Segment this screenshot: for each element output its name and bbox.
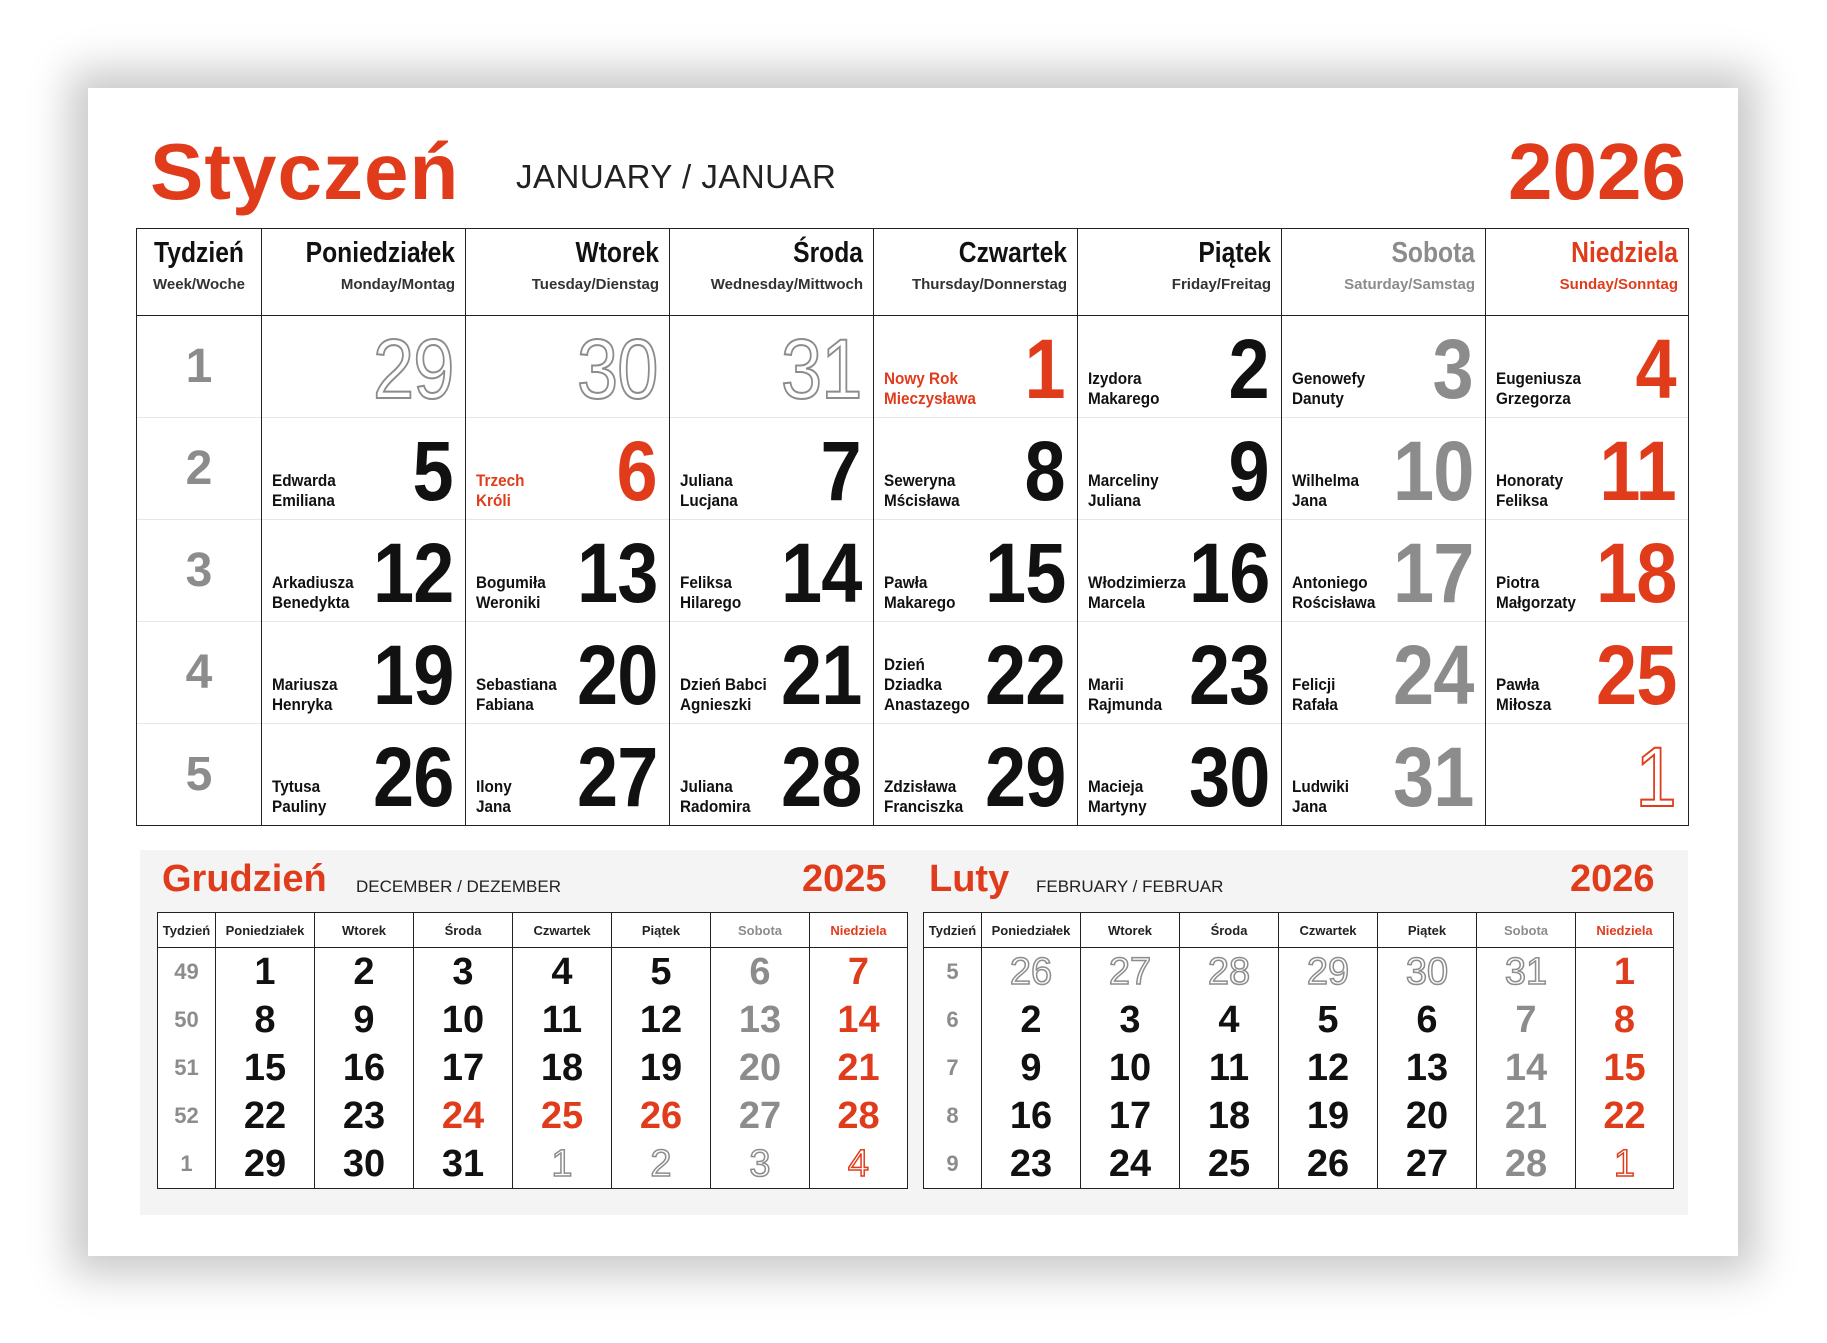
mini-day-number[interactable]: 9 xyxy=(315,996,414,1044)
day-header xyxy=(670,229,874,316)
day-header xyxy=(874,229,1078,316)
name-day-text: Antoniego Rościsława xyxy=(1292,573,1376,612)
mini-day-number[interactable]: 26 xyxy=(612,1092,711,1140)
day-number: 16 xyxy=(1188,526,1269,620)
name-day-text: Eugeniusza Grzegorza xyxy=(1496,369,1582,408)
mini-week-row xyxy=(924,996,1674,1044)
mini-week-row xyxy=(158,996,908,1044)
mini-day-number[interactable]: 18 xyxy=(513,1044,612,1092)
mini-day-number[interactable]: 27 xyxy=(711,1092,810,1140)
mini-day-number[interactable]: 1 xyxy=(1576,1140,1674,1189)
next-month-title: Luty xyxy=(929,858,1010,900)
mini-day-header: Czwartek xyxy=(1279,913,1378,948)
prev-month-subtitle: DECEMBER / DEZEMBER xyxy=(356,877,561,896)
day-header-name: Wtorek xyxy=(575,237,659,269)
mini-day-number[interactable]: 17 xyxy=(414,1044,513,1092)
year-title: 2026 xyxy=(1508,127,1686,216)
mini-day-number[interactable]: 31 xyxy=(1477,948,1576,997)
day-cell[interactable] xyxy=(1282,418,1486,520)
month-title: Styczeń xyxy=(150,127,460,216)
day-number: 11 xyxy=(1599,424,1676,518)
day-number: 22 xyxy=(984,628,1065,722)
day-cell[interactable] xyxy=(874,316,1078,418)
mini-day-number[interactable]: 6 xyxy=(711,948,810,997)
day-number: 29 xyxy=(372,322,453,416)
mini-day-number[interactable]: 31 xyxy=(414,1140,513,1189)
mini-day-number[interactable]: 18 xyxy=(1180,1092,1279,1140)
name-day-text: Arkadiusza Benedykta xyxy=(272,573,354,612)
day-number: 13 xyxy=(576,526,657,620)
prev-month-grid xyxy=(157,912,908,1189)
day-cell[interactable] xyxy=(262,724,466,826)
day-cell[interactable] xyxy=(670,622,874,724)
day-cell[interactable] xyxy=(262,622,466,724)
day-header xyxy=(466,229,670,316)
name-day-text: Ludwiki Jana xyxy=(1292,777,1349,816)
day-header-name: Piątek xyxy=(1198,237,1271,269)
mini-day-header: Sobota xyxy=(711,913,810,948)
mini-day-number[interactable]: 15 xyxy=(216,1044,315,1092)
day-number: 18 xyxy=(1595,526,1676,620)
name-day-text: Juliana Lucjana xyxy=(680,471,738,510)
mini-week-number: 1 xyxy=(158,1140,216,1189)
day-header-name: Niedziela xyxy=(1571,237,1678,269)
day-number: 1 xyxy=(1024,322,1065,416)
mini-day-header: Tydzień xyxy=(158,913,216,948)
week-row xyxy=(137,724,1689,826)
name-day-text: Zdzisława Franciszka xyxy=(884,777,964,816)
mini-week-number: 8 xyxy=(924,1092,982,1140)
mini-day-number[interactable]: 26 xyxy=(1279,1140,1378,1189)
day-cell[interactable] xyxy=(1282,724,1486,826)
prev-month-title: Grudzień xyxy=(162,858,327,900)
mini-day-number[interactable]: 3 xyxy=(414,948,513,997)
name-day-text: Marii Rajmunda xyxy=(1088,675,1162,714)
name-day-text: Pawła Miłosza xyxy=(1496,675,1552,714)
mini-day-number[interactable]: 3 xyxy=(711,1140,810,1189)
mini-day-number[interactable]: 3 xyxy=(1081,996,1180,1044)
day-cell[interactable] xyxy=(1282,316,1486,418)
day-cell[interactable] xyxy=(670,724,874,826)
mini-day-number[interactable]: 16 xyxy=(315,1044,414,1092)
mini-week-row xyxy=(158,1140,908,1189)
mini-day-number[interactable]: 12 xyxy=(1279,1044,1378,1092)
day-cell[interactable] xyxy=(1078,724,1282,826)
day-cell[interactable] xyxy=(466,316,670,418)
mini-day-number[interactable]: 4 xyxy=(513,948,612,997)
day-number: 14 xyxy=(780,526,861,620)
day-cell[interactable] xyxy=(1078,622,1282,724)
prev-month-year: 2025 xyxy=(802,858,887,900)
day-number: 12 xyxy=(372,526,453,620)
day-cell[interactable] xyxy=(1486,316,1689,418)
mini-day-number[interactable]: 29 xyxy=(1279,948,1378,997)
name-day-text: Edwarda Emiliana xyxy=(272,471,336,510)
day-number: 7 xyxy=(820,424,861,518)
day-number: 23 xyxy=(1188,628,1269,722)
mini-day-number[interactable]: 12 xyxy=(612,996,711,1044)
mini-day-number[interactable]: 8 xyxy=(216,996,315,1044)
day-number: 27 xyxy=(576,730,657,824)
mini-week-number: 9 xyxy=(924,1140,982,1189)
mini-calendars-panel xyxy=(140,850,1688,1215)
mini-week-number: 50 xyxy=(158,996,216,1044)
mini-day-number[interactable]: 10 xyxy=(1081,1044,1180,1092)
mini-day-number[interactable]: 27 xyxy=(1081,948,1180,997)
name-day-text: Felicji Rafała xyxy=(1292,675,1338,714)
week-row xyxy=(137,418,1689,520)
mini-day-number[interactable]: 1 xyxy=(216,948,315,997)
day-cell[interactable] xyxy=(874,724,1078,826)
day-number: 24 xyxy=(1392,628,1473,722)
mini-day-number[interactable]: 4 xyxy=(810,1140,908,1189)
week-number: 2 xyxy=(137,418,262,520)
day-cell[interactable] xyxy=(1486,724,1689,826)
mini-day-number[interactable]: 23 xyxy=(315,1092,414,1140)
mini-day-number[interactable]: 23 xyxy=(982,1140,1081,1189)
day-header xyxy=(137,229,262,316)
name-day-text: Juliana Radomira xyxy=(680,777,751,816)
name-day-text: Sebastiana Fabiana xyxy=(476,675,557,714)
day-header xyxy=(1486,229,1689,316)
day-number: 21 xyxy=(780,628,861,722)
name-day-text: Trzech Króli xyxy=(476,471,525,510)
mini-day-number[interactable]: 7 xyxy=(1477,996,1576,1044)
day-cell[interactable] xyxy=(1282,622,1486,724)
day-cell[interactable] xyxy=(466,724,670,826)
mini-week-row xyxy=(158,1092,908,1140)
mini-day-number[interactable]: 8 xyxy=(1576,996,1674,1044)
mini-day-header: Poniedziałek xyxy=(216,913,315,948)
mini-week-number: 5 xyxy=(924,948,982,997)
name-day-text: Marceliny Juliana xyxy=(1088,471,1159,510)
day-number: 3 xyxy=(1432,322,1473,416)
mini-day-number[interactable]: 6 xyxy=(1378,996,1477,1044)
mini-day-number[interactable]: 17 xyxy=(1081,1092,1180,1140)
mini-day-number[interactable]: 24 xyxy=(1081,1140,1180,1189)
mini-day-number[interactable]: 21 xyxy=(810,1044,908,1092)
mini-week-number: 52 xyxy=(158,1092,216,1140)
day-header-sub: Tuesday/Dienstag xyxy=(531,276,659,293)
mini-day-number[interactable]: 21 xyxy=(1477,1092,1576,1140)
name-day-text: Macieja Martyny xyxy=(1088,777,1147,816)
mini-day-header: Środa xyxy=(1180,913,1279,948)
week-row xyxy=(137,622,1689,724)
mini-week-row xyxy=(924,1044,1674,1092)
mini-day-number[interactable]: 27 xyxy=(1378,1140,1477,1189)
mini-day-header: Poniedziałek xyxy=(982,913,1081,948)
mini-day-header: Niedziela xyxy=(810,913,908,948)
mini-week-row xyxy=(924,1092,1674,1140)
mini-week-row xyxy=(158,1044,908,1092)
mini-day-number[interactable]: 2 xyxy=(315,948,414,997)
day-number: 31 xyxy=(1392,730,1473,824)
day-cell[interactable] xyxy=(1486,622,1689,724)
day-cell[interactable] xyxy=(1282,520,1486,622)
day-header-sub: Friday/Freitag xyxy=(1171,276,1271,293)
day-cell[interactable] xyxy=(874,622,1078,724)
name-day-text: Mariusza Henryka xyxy=(272,675,338,714)
day-header-sub: Wednesday/Mittwoch xyxy=(710,276,863,293)
mini-week-row xyxy=(924,1140,1674,1189)
day-cell[interactable] xyxy=(1486,520,1689,622)
mini-day-number[interactable]: 28 xyxy=(1180,948,1279,997)
mini-week-number: 49 xyxy=(158,948,216,997)
day-header-name: Poniedziałek xyxy=(305,237,455,269)
week-number: 3 xyxy=(137,520,262,622)
next-month-year: 2026 xyxy=(1570,858,1655,900)
day-header-sub: Thursday/Donnerstag xyxy=(911,276,1067,293)
day-number: 8 xyxy=(1024,424,1065,518)
day-cell[interactable] xyxy=(262,316,466,418)
mini-day-number[interactable]: 10 xyxy=(414,996,513,1044)
mini-day-header: Wtorek xyxy=(1081,913,1180,948)
day-number: 2 xyxy=(1228,322,1269,416)
mini-day-header: Tydzień xyxy=(924,913,982,948)
mini-day-number[interactable]: 20 xyxy=(1378,1092,1477,1140)
mini-week-number: 6 xyxy=(924,996,982,1044)
calendar-sheet xyxy=(88,88,1738,1256)
week-number: 4 xyxy=(137,622,262,724)
mini-day-number[interactable]: 19 xyxy=(1279,1092,1378,1140)
mini-day-number[interactable]: 14 xyxy=(810,996,908,1044)
mini-day-number[interactable]: 25 xyxy=(513,1092,612,1140)
mini-week-number: 51 xyxy=(158,1044,216,1092)
day-cell[interactable] xyxy=(874,520,1078,622)
day-number: 15 xyxy=(984,526,1065,620)
name-day-text: Dzień Babci Agnieszki xyxy=(680,675,767,714)
day-header-sub: Monday/Montag xyxy=(340,276,455,293)
month-subtitle: JANUARY / JANUAR xyxy=(516,158,837,195)
day-number: 26 xyxy=(372,730,453,824)
mini-day-number[interactable]: 15 xyxy=(1576,1044,1674,1092)
name-day-text: Piotra Małgorzaty xyxy=(1496,573,1576,612)
day-number: 30 xyxy=(1188,730,1269,824)
day-number: 4 xyxy=(1635,322,1676,416)
name-day-text: Nowy Rok Mieczysława xyxy=(884,369,976,408)
mini-day-number[interactable]: 25 xyxy=(1180,1140,1279,1189)
mini-day-number[interactable]: 30 xyxy=(315,1140,414,1189)
day-header xyxy=(1078,229,1282,316)
mini-day-number[interactable]: 11 xyxy=(513,996,612,1044)
day-number: 10 xyxy=(1392,424,1473,518)
name-day-text: Izydora Makarego xyxy=(1088,369,1160,408)
mini-week-row xyxy=(158,948,908,997)
mini-day-number[interactable]: 28 xyxy=(1477,1140,1576,1189)
name-day-text: Dzień Dziadka Anastazego xyxy=(884,655,970,714)
day-header-sub: Sunday/Sonntag xyxy=(1559,276,1678,293)
mini-day-header: Środa xyxy=(414,913,513,948)
name-day-text: Włodzimierza Marcela xyxy=(1088,573,1186,612)
name-day-text: Ilony Jana xyxy=(476,777,512,816)
main-month-grid xyxy=(136,228,1689,826)
mini-day-number[interactable]: 1 xyxy=(1576,948,1674,997)
day-cell[interactable] xyxy=(670,418,874,520)
day-number: 20 xyxy=(576,628,657,722)
day-header xyxy=(262,229,466,316)
day-cell[interactable] xyxy=(1486,418,1689,520)
mini-day-number[interactable]: 2 xyxy=(982,996,1081,1044)
mini-day-number[interactable]: 22 xyxy=(1576,1092,1674,1140)
mini-day-number[interactable]: 5 xyxy=(1279,996,1378,1044)
day-number: 19 xyxy=(372,628,453,722)
day-number: 5 xyxy=(412,424,453,518)
mini-day-number[interactable]: 5 xyxy=(612,948,711,997)
mini-day-header: Piątek xyxy=(1378,913,1477,948)
mini-day-number[interactable]: 7 xyxy=(810,948,908,997)
name-day-text: Genowefy Danuty xyxy=(1292,369,1366,408)
mini-week-number: 7 xyxy=(924,1044,982,1092)
mini-day-number[interactable]: 24 xyxy=(414,1092,513,1140)
day-header xyxy=(1282,229,1486,316)
day-cell[interactable] xyxy=(466,418,670,520)
mini-day-number[interactable]: 30 xyxy=(1378,948,1477,997)
day-cell[interactable] xyxy=(1078,316,1282,418)
day-header-name: Czwartek xyxy=(958,237,1067,269)
day-header-name: Sobota xyxy=(1391,237,1475,269)
day-cell[interactable] xyxy=(466,622,670,724)
mini-day-number[interactable]: 1 xyxy=(513,1140,612,1189)
mini-day-number[interactable]: 14 xyxy=(1477,1044,1576,1092)
name-day-text: Honoraty Feliksa xyxy=(1496,471,1564,510)
day-number: 31 xyxy=(780,322,861,416)
name-day-text: Wilhelma Jana xyxy=(1292,471,1360,510)
mini-day-number[interactable]: 16 xyxy=(982,1092,1081,1140)
day-number: 1 xyxy=(1635,730,1676,824)
mini-day-number[interactable]: 2 xyxy=(612,1140,711,1189)
mini-day-header: Czwartek xyxy=(513,913,612,948)
day-number: 28 xyxy=(780,730,861,824)
day-cell[interactable] xyxy=(1078,520,1282,622)
week-row xyxy=(137,520,1689,622)
day-cell[interactable] xyxy=(670,520,874,622)
mini-day-number[interactable]: 13 xyxy=(711,996,810,1044)
name-day-text: Bogumiła Weroniki xyxy=(476,573,546,612)
mini-day-number[interactable]: 20 xyxy=(711,1044,810,1092)
mini-day-header: Wtorek xyxy=(315,913,414,948)
mini-day-number[interactable]: 13 xyxy=(1378,1044,1477,1092)
day-cell[interactable] xyxy=(670,316,874,418)
day-header-sub: Week/Woche xyxy=(153,276,245,293)
day-number: 6 xyxy=(616,424,657,518)
mini-day-number[interactable]: 4 xyxy=(1180,996,1279,1044)
mini-day-header: Niedziela xyxy=(1576,913,1674,948)
name-day-text: Feliksa Hilarego xyxy=(680,573,742,612)
day-cell[interactable] xyxy=(262,520,466,622)
day-cell[interactable] xyxy=(874,418,1078,520)
next-month-subtitle: FEBRUARY / FEBRUAR xyxy=(1036,877,1224,896)
mini-day-number[interactable]: 22 xyxy=(216,1092,315,1140)
day-cell[interactable] xyxy=(262,418,466,520)
day-number: 9 xyxy=(1228,424,1269,518)
week-number: 5 xyxy=(137,724,262,826)
day-number: 17 xyxy=(1392,526,1473,620)
mini-day-number[interactable]: 19 xyxy=(612,1044,711,1092)
mini-day-header: Piątek xyxy=(612,913,711,948)
day-header-sub: Saturday/Samstag xyxy=(1344,276,1475,293)
mini-day-number[interactable]: 28 xyxy=(810,1092,908,1140)
day-number: 25 xyxy=(1595,628,1676,722)
mini-day-number[interactable]: 29 xyxy=(216,1140,315,1189)
day-number: 29 xyxy=(984,730,1065,824)
day-header-name: Środa xyxy=(793,237,863,269)
mini-day-number[interactable]: 11 xyxy=(1180,1044,1279,1092)
mini-day-number[interactable]: 26 xyxy=(982,948,1081,997)
day-header-name: Tydzień xyxy=(154,237,244,269)
next-month-grid xyxy=(923,912,1674,1189)
day-cell[interactable] xyxy=(1078,418,1282,520)
week-number: 1 xyxy=(137,316,262,418)
week-row xyxy=(137,316,1689,418)
mini-day-header: Sobota xyxy=(1477,913,1576,948)
name-day-text: Tytusa Pauliny xyxy=(272,777,327,816)
mini-day-number[interactable]: 9 xyxy=(982,1044,1081,1092)
mini-week-row xyxy=(924,948,1674,997)
name-day-text: Pawła Makarego xyxy=(884,573,956,612)
day-number: 30 xyxy=(576,322,657,416)
day-cell[interactable] xyxy=(466,520,670,622)
name-day-text: Seweryna Mścisława xyxy=(884,471,960,510)
